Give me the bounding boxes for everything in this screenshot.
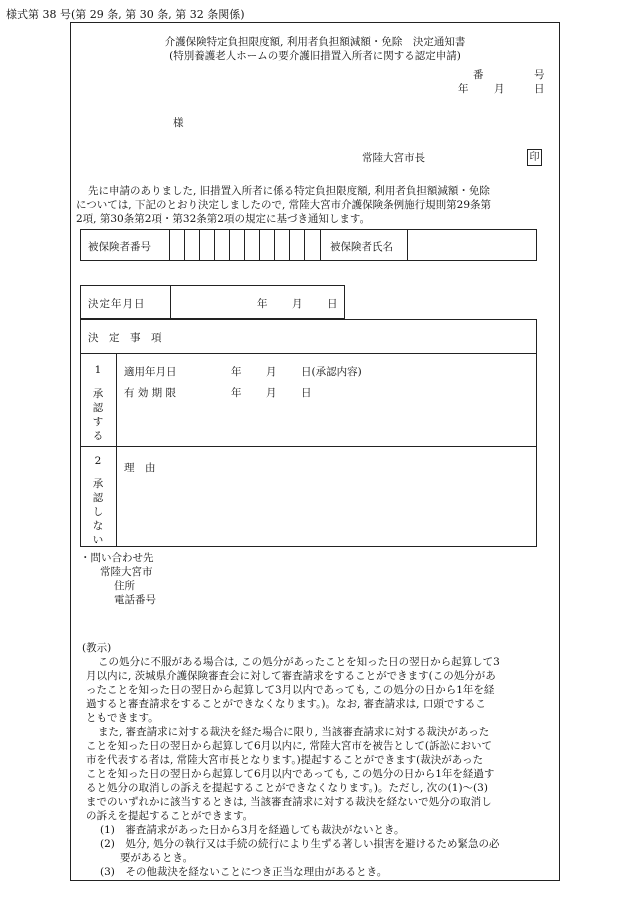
insured-number-label: 被保険者番号 xyxy=(88,241,151,253)
intro-line-1: 先に申請のありました, 旧措置入所者に係る特定負担限度額, 利用者負担額減額・免除 xyxy=(88,185,490,197)
document-subtitle: (特別養護老人ホームの要介護旧措置入所者に関する認定申請) xyxy=(169,50,461,62)
notice-item: (2) 処分, 処分の執行又は手続の続行により生ずる著しい損害を避けるため緊急の必 xyxy=(100,838,500,850)
approve-char: 認 xyxy=(92,402,104,414)
apply-day-label: 日(承認内容) xyxy=(301,366,362,378)
date-day-label: 日 xyxy=(534,83,545,95)
notice-line: また, 審査請求に対する裁決を経た場合に限り, 当該審査請求に対する裁決があった xyxy=(98,726,490,738)
reject-char: 承 xyxy=(92,478,104,490)
notice-item: 要があるとき。 xyxy=(120,852,194,864)
expiry-day-label: 日 xyxy=(301,387,312,399)
intro-line-2: については, 下記のとおり決定しましたので, 常陸大宮市介護保険条例施行規則第29条第 xyxy=(76,199,491,211)
notice-line: ことを知った日の翌日から起算して6月以内であっても, この処分の日から1年を経過す xyxy=(86,768,495,780)
expiry-year-label: 年 xyxy=(231,387,242,399)
date-month-label: 月 xyxy=(494,83,505,95)
notice-line: ったことを知った日の翌日から起算して3月以内であっても, この処分の日から1年を経 xyxy=(86,684,495,696)
form-number: 様式第 38 号(第 29 条, 第 30 条, 第 32 条関係) xyxy=(6,8,245,21)
reject-char: い xyxy=(92,534,104,546)
decision-day-label: 日 xyxy=(327,298,338,310)
notice-line: の訴えを提起することができます。 xyxy=(86,810,254,822)
approve-number: 1 xyxy=(94,364,102,376)
notice-item: (1) 審査請求があった日から3月を経過しても裁決がないとき。 xyxy=(100,824,405,836)
notice-line: 過すると審査請求をすることができなくなります。)。なお, 審査請求は, 口頭でするこ xyxy=(86,698,486,710)
reject-char: 認 xyxy=(92,492,104,504)
approve-char: 承 xyxy=(92,388,104,400)
number-suffix: 号 xyxy=(534,69,545,81)
inquiry-address-label: 住所 xyxy=(114,580,135,592)
decision-items-heading: 決 定 事 項 xyxy=(88,332,162,344)
notice-item: (3) その他裁決を経ないことにつき正当な理由があるとき。 xyxy=(100,866,388,878)
reject-char: な xyxy=(92,520,104,532)
inquiry-org: 常陸大宮市 xyxy=(100,566,153,578)
inquiry-heading: ・問い合わせ先 xyxy=(80,552,154,564)
approve-char: る xyxy=(92,430,104,442)
apply-month-label: 月 xyxy=(266,366,277,378)
reason-label: 理 由 xyxy=(124,462,156,474)
notice-line: 月以内に, 茨城県介護保険審査会に対して審査請求をすることができます(この処分があ xyxy=(86,670,496,682)
notice-line: ともできます。 xyxy=(86,712,159,724)
decision-date-label: 決定年月日 xyxy=(88,298,146,310)
apply-year-label: 年 xyxy=(231,366,242,378)
approve-char: す xyxy=(92,416,104,428)
decision-year-label: 年 xyxy=(257,298,268,310)
inquiry-phone-label: 電話番号 xyxy=(114,594,156,606)
notice-line: ると処分の取消しの訴えを提起することができなくなります。)。ただし, 次の(1)～(3) xyxy=(86,782,488,794)
decision-month-label: 月 xyxy=(292,298,303,310)
intro-line-3: 2項, 第30条第2項・第32条第2項の規定に基づき通知します。 xyxy=(76,213,371,225)
insured-name-label: 被保険者氏名 xyxy=(330,241,393,253)
date-year-label: 年 xyxy=(458,83,469,95)
seal-mark: 印 xyxy=(527,149,542,166)
notice-line: この処分に不服がある場合は, この処分があったことを知った日の翌日から起算して3 xyxy=(98,656,500,668)
addressee-suffix: 様 xyxy=(173,117,184,129)
notice-line: ことを知った日の翌日から起算して6月以内に, 常陸大宮市を被告として(訴訟において xyxy=(86,740,492,752)
document-title: 介護保険特定負担限度額, 利用者負担額減額・免除 決定通知書 xyxy=(164,36,466,48)
issuer-name: 常陸大宮市長 xyxy=(362,152,425,164)
expiry-label: 有 効 期 限 xyxy=(124,387,177,399)
number-label: 番 xyxy=(473,69,484,81)
notice-heading: (教示) xyxy=(82,642,112,654)
reject-number: 2 xyxy=(94,455,102,467)
apply-date-label: 適用年月日 xyxy=(124,366,177,378)
expiry-month-label: 月 xyxy=(266,387,277,399)
notice-line: までのいずれかに該当するときは, 当該審査請求に対する裁決を経ないで処分の取消し xyxy=(86,796,492,808)
reject-char: し xyxy=(92,506,104,518)
notice-line: 市を代表する者は, 常陸大宮市長となります。)提起することができます(裁決があった xyxy=(86,754,484,766)
